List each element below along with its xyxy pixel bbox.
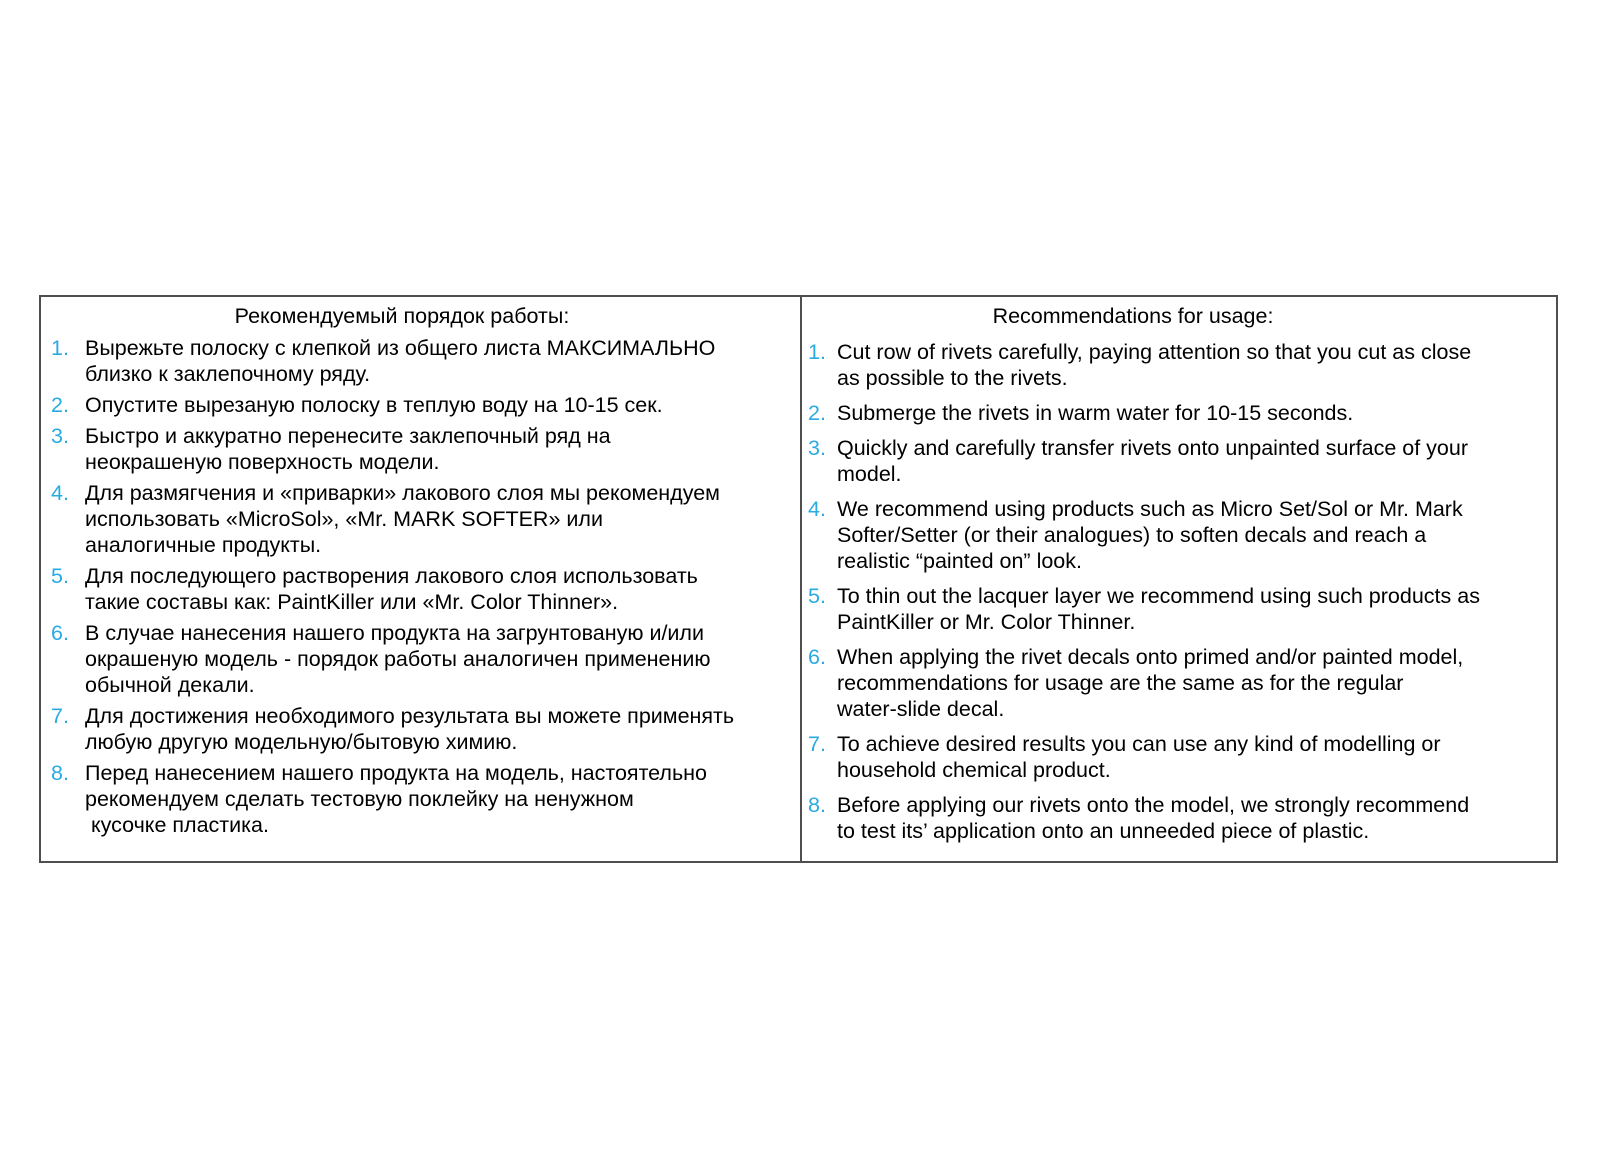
item-number: 3. bbox=[51, 424, 69, 448]
item-number: 4. bbox=[808, 497, 826, 521]
column-title-russian: Рекомендуемый порядок работы: bbox=[234, 304, 570, 328]
list-item bbox=[51, 480, 798, 558]
item-number: 6. bbox=[51, 621, 69, 645]
item-text: Вырежьте полоску с клепкой из общего листа МАКСИМАЛЬНО близко к заклепочному ряду. bbox=[85, 336, 716, 386]
item-number: 5. bbox=[51, 564, 69, 588]
item-number: 6. bbox=[808, 645, 826, 669]
item-text: В случае нанесения нашего продукта на загрунтованую и/или окрашеную модель - порядок работы аналогичен применению обычной декали. bbox=[85, 621, 711, 697]
item-number: 4. bbox=[51, 481, 69, 505]
item-text: Быстро и аккуратно перенесите заклепочный ряд на неокрашеную поверхность модели. bbox=[85, 424, 611, 474]
list-item bbox=[808, 339, 1554, 391]
list-item bbox=[51, 620, 798, 698]
item-text: Для достижения необходимого результата вы можете применять любую другую модельную/бытовую химию. bbox=[85, 704, 735, 754]
list-item bbox=[51, 335, 798, 387]
item-text: Перед нанесением нашего продукта на модель, настоятельно рекомендуем сделать тестовую поклейку на ненужном кусочке пластика. bbox=[85, 761, 707, 837]
item-text: Для размягчения и «приварки» лакового слоя мы рекомендуем использовать «MicroSol», «Mr. MARK SOFTER» или аналогичные продукты. bbox=[85, 481, 720, 557]
list-item bbox=[51, 760, 798, 838]
list-item bbox=[808, 435, 1554, 487]
list-item bbox=[51, 392, 798, 418]
item-text: To thin out the lacquer layer we recommend using such products as PaintKiller or Mr. Color Thinner. bbox=[837, 584, 1480, 634]
column-russian bbox=[41, 297, 802, 861]
item-number: 2. bbox=[51, 393, 69, 417]
instructions-panel bbox=[39, 295, 1558, 863]
item-number: 1. bbox=[808, 340, 826, 364]
item-text: Опустите вырезаную полоску в теплую воду на 10-15 сек. bbox=[85, 393, 663, 417]
list-item bbox=[808, 792, 1554, 844]
item-text: Submerge the rivets in warm water for 10-15 seconds. bbox=[837, 401, 1354, 425]
list-item bbox=[51, 703, 798, 755]
column-english bbox=[802, 297, 1556, 861]
item-number: 2. bbox=[808, 401, 826, 425]
column-title-english: Recommendations for usage: bbox=[992, 304, 1274, 328]
list-item bbox=[808, 496, 1554, 574]
list-russian bbox=[51, 335, 798, 838]
list-item bbox=[808, 583, 1554, 635]
list-item bbox=[51, 423, 798, 475]
item-text: We recommend using products such as Micro Set/Sol or Mr. Mark Softer/Setter (or their analogues) to soften decals and reach a realistic “painted on” look. bbox=[837, 497, 1463, 573]
list-english bbox=[808, 339, 1554, 844]
list-item bbox=[808, 644, 1554, 722]
item-number: 7. bbox=[51, 704, 69, 728]
item-text: Cut row of rivets carefully, paying attention so that you cut as close as possible to the rivets. bbox=[837, 340, 1472, 390]
item-text: Quickly and carefully transfer rivets onto unpainted surface of your model. bbox=[837, 436, 1468, 486]
item-text: When applying the rivet decals onto primed and/or painted model, recommendations for usage are the same as for the regular water-slide decal. bbox=[837, 645, 1464, 721]
item-number: 8. bbox=[51, 761, 69, 785]
item-number: 5. bbox=[808, 584, 826, 608]
item-number: 3. bbox=[808, 436, 826, 460]
list-item bbox=[808, 731, 1554, 783]
item-text: Для последующего растворения лакового слоя использовать такие составы как: PaintKiller или «Mr. Color Thinner». bbox=[85, 564, 698, 614]
item-text: Before applying our rivets onto the model, we strongly recommend to test its’ application onto an unneeded piece of plastic. bbox=[837, 793, 1470, 843]
list-item bbox=[808, 400, 1554, 426]
list-item bbox=[51, 563, 798, 615]
item-number: 1. bbox=[51, 336, 69, 360]
item-number: 8. bbox=[808, 793, 826, 817]
item-text: To achieve desired results you can use any kind of modelling or household chemical product. bbox=[837, 732, 1441, 782]
item-number: 7. bbox=[808, 732, 826, 756]
